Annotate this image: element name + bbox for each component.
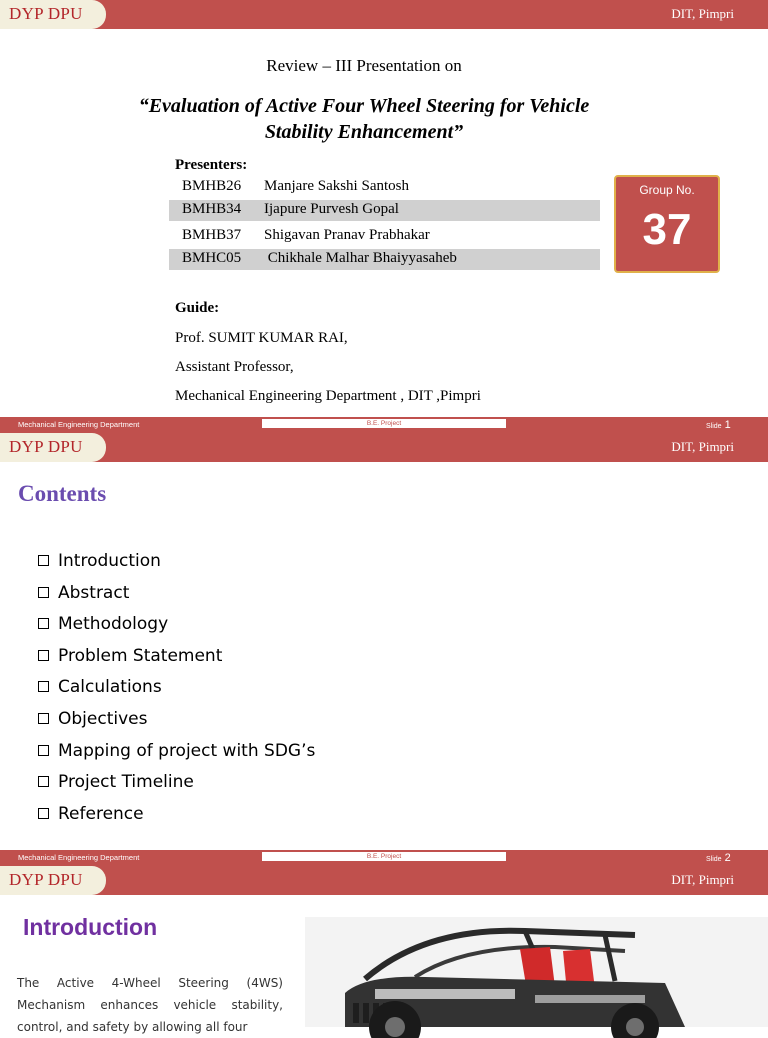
slide-footer	[0, 417, 768, 433]
checkbox-bullet-icon	[38, 745, 49, 756]
group-number-box	[614, 175, 720, 273]
guide-department: Mechanical Engineering Department , DIT ,Pimpri	[175, 388, 481, 404]
footer-project: B.E. Project	[262, 852, 506, 861]
presenter-row	[169, 200, 600, 221]
logo-text: DYP DPU	[9, 4, 83, 23]
slide-footer	[0, 850, 768, 866]
group-label: Group No.	[639, 183, 695, 197]
introduction-title: Introduction	[23, 914, 158, 940]
contents-item	[38, 736, 315, 768]
footer-department: Mechanical Engineering Department	[18, 420, 140, 429]
presenter-id: BMHB34	[182, 201, 242, 217]
contents-list	[38, 546, 315, 830]
footer-slide-number	[706, 852, 731, 864]
checkbox-bullet-icon	[38, 681, 49, 692]
slide-word: Slide	[706, 856, 722, 863]
checkbox-bullet-icon	[38, 555, 49, 566]
dyp-dpu-logo	[0, 0, 106, 29]
presenter-name: Shigavan Pranav Prabhakar	[264, 227, 430, 243]
checkbox-bullet-icon	[38, 713, 49, 724]
title-line-1: “Evaluation of Active Four Wheel Steering for Vehicle	[138, 95, 590, 117]
slide-2	[0, 433, 768, 866]
checkbox-bullet-icon	[38, 618, 49, 629]
campus-label: DIT, Pimpri	[671, 439, 734, 454]
logo-text: DYP DPU	[9, 437, 83, 456]
vehicle-model-illustration	[305, 917, 768, 1027]
logo-text: DYP DPU	[9, 870, 83, 889]
slide-header	[0, 866, 768, 895]
checkbox-bullet-icon	[38, 650, 49, 661]
slide-1	[0, 0, 768, 433]
contents-item-label: Reference	[58, 803, 144, 824]
contents-item	[38, 546, 315, 578]
contents-item-label: Calculations	[58, 677, 162, 698]
contents-item	[38, 609, 315, 641]
slide-word: Slide	[706, 423, 722, 430]
dyp-dpu-logo	[0, 866, 106, 895]
presenter-row	[169, 226, 600, 247]
guide-label: Guide:	[175, 300, 220, 316]
presenter-name: Chikhale Malhar Bhaiyyasaheb	[264, 250, 457, 266]
contents-item	[38, 704, 315, 736]
checkbox-bullet-icon	[38, 776, 49, 787]
presenter-name: Manjare Sakshi Santosh	[264, 178, 409, 194]
contents-item	[38, 767, 315, 799]
contents-item	[38, 799, 315, 831]
contents-item	[38, 641, 315, 673]
review-line: Review – III Presentation on	[266, 56, 462, 75]
presenter-id: BMHB26	[182, 178, 242, 194]
dyp-dpu-logo	[0, 433, 106, 462]
checkbox-bullet-icon	[38, 587, 49, 598]
title-line-2: Stability Enhancement”	[264, 121, 464, 143]
contents-item-label: Introduction	[58, 551, 161, 571]
presentation-title	[80, 93, 648, 145]
footer-slide-number	[706, 419, 731, 431]
presenter-row	[169, 177, 600, 198]
slide-header	[0, 0, 768, 29]
slide-number: 1	[724, 419, 731, 431]
contents-item-label: Mapping of project with SDG’s	[58, 740, 316, 761]
slide-number: 2	[724, 852, 731, 864]
contents-item-label: Methodology	[58, 614, 169, 635]
presenters-label: Presenters:	[175, 157, 248, 173]
footer-project: B.E. Project	[262, 419, 506, 428]
campus-label: DIT, Pimpri	[671, 6, 734, 21]
presenter-row	[169, 249, 600, 270]
guide-name: Prof. SUMIT KUMAR RAI,	[175, 330, 348, 346]
checkbox-bullet-icon	[38, 808, 49, 819]
slide-header	[0, 433, 768, 462]
campus-label: DIT, Pimpri	[671, 872, 734, 887]
group-number: 37	[642, 205, 692, 254]
contents-item	[38, 672, 315, 704]
slide-3	[0, 866, 768, 1034]
vehicle-model-image	[305, 917, 768, 1027]
presenter-name: Ijapure Purvesh Gopal	[264, 201, 399, 217]
presenter-id: BMHB37	[182, 227, 242, 243]
contents-title: Contents	[18, 481, 107, 506]
contents-item-label: Abstract	[58, 582, 130, 603]
contents-item-label: Problem Statement	[58, 645, 223, 666]
contents-item	[38, 578, 315, 610]
presenter-id: BMHC05	[182, 250, 242, 266]
contents-item-label: Project Timeline	[58, 772, 194, 793]
footer-department: Mechanical Engineering Department	[18, 853, 140, 862]
guide-designation: Assistant Professor,	[175, 359, 294, 375]
introduction-paragraph: The Active 4-Wheel Steering (4WS) Mechanism enhances vehicle stability, control, and safety by allowing all four	[17, 976, 283, 1034]
contents-item-label: Objectives	[58, 708, 148, 729]
